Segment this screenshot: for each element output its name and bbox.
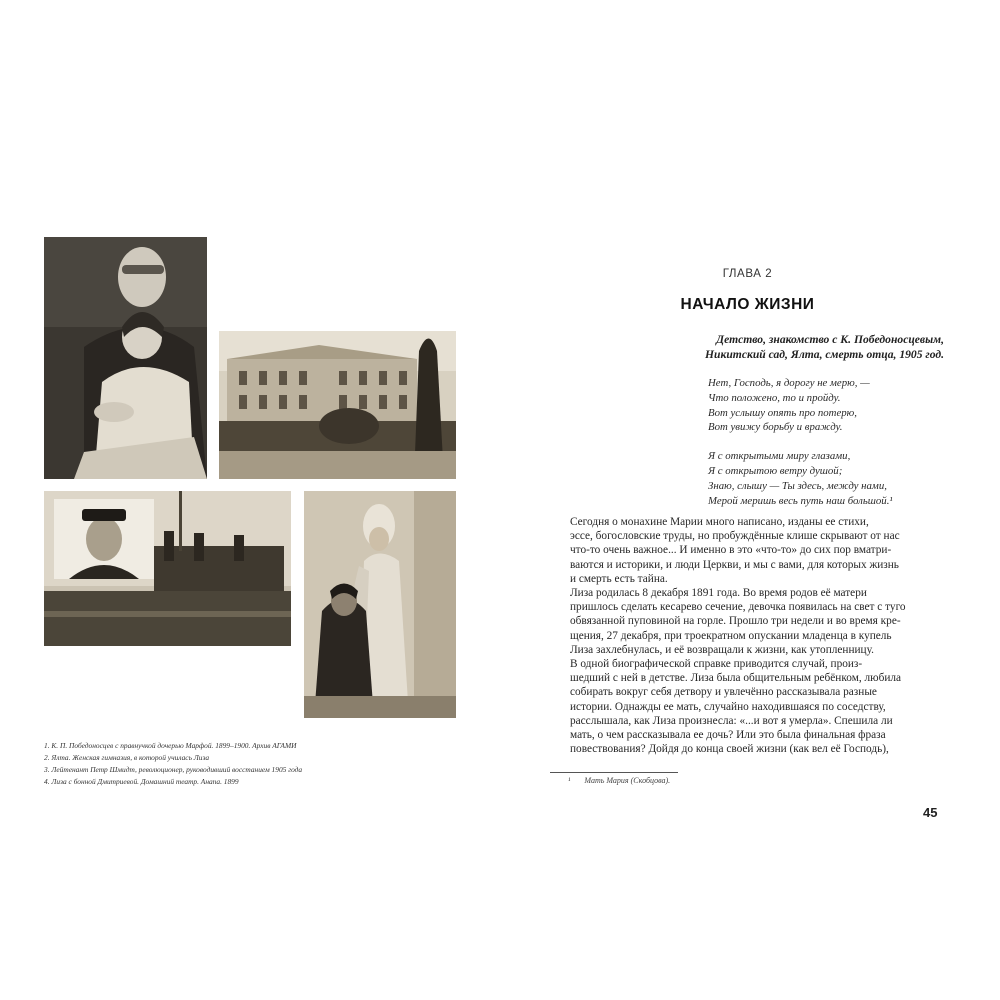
photo-lieutenant-schmidt-and-ship — [44, 491, 291, 646]
poem-line: Я с открытыми миру глазами, — [708, 450, 851, 463]
paragraph-2 — [550, 586, 944, 657]
poem-line: Мерой меришь весь путь наш большой.¹ — [708, 494, 893, 507]
text-line: собирать вокруг себя детвору и увлечённо рассказывала разные — [570, 686, 877, 699]
poem-stanza-2 — [708, 449, 948, 508]
poem-stanza-1 — [708, 376, 948, 435]
text-line: повествования? Дойдя до конца своей жизни (как вел её Господь), — [570, 743, 889, 756]
poem-line: Нет, Господь, я дорогу не мерю, — — [708, 377, 870, 389]
epigraph-poem — [708, 376, 948, 522]
text-line: Сегодня о монахине Марии много написано, изданы ее стихи, — [570, 516, 869, 528]
text-line: и смерть есть тайна. — [570, 572, 668, 585]
poem-line: Вот услышу опять про потерю, — [708, 406, 857, 419]
text-line: обвязанной пуповиной на горле. Прошло три недели и во время кре- — [570, 615, 901, 628]
photo-liza-with-nanny — [304, 491, 456, 718]
chapter-title: НАЧАЛО ЖИЗНИ — [680, 296, 815, 313]
caption-1: 1. К. П. Победоносцев с правнучкой дочерью Марфой. 1899–1900. Архив АГАМИ — [44, 741, 297, 750]
text-line: Лиза родилась 8 декабря 1891 года. Во время родов её матери — [570, 587, 867, 600]
text-line: шедший с ней в детстве. Лиза была общительным ребёнком, любила — [570, 672, 902, 685]
footnote-divider — [550, 772, 678, 773]
footnote-text: Мать Мария (Скобцова). — [584, 776, 671, 785]
poem-line: Вот увижу борьбу и вражду. — [708, 421, 843, 434]
subtitle-line: Никитский сад, Ялта, смерть отца, 1905 год. — [705, 348, 944, 361]
text-line: В одной биографической справке приводится случай, произ- — [570, 658, 863, 671]
body-text — [550, 515, 944, 756]
footnote — [568, 776, 670, 785]
text-line: щения, 27 декабря, при троекратном опускании младенца в купель — [570, 629, 892, 642]
text-line: истории. Однажды ее мать, случайно находившаяся по соседству, — [570, 700, 886, 713]
caption-3: 3. Лейтенант Петр Шмидт, революционер, руководивший восстанием 1905 года — [44, 765, 303, 774]
photo-yalta-gymnasium — [219, 331, 456, 479]
text-line: что-то очень важное... И именно в это «что-то» до сих пор вматри- — [570, 544, 892, 557]
photo-old-man-with-child — [44, 237, 207, 479]
photo-captions — [44, 740, 464, 788]
chapter-subtitle — [550, 332, 944, 362]
text-line: эссе, богословские труды, но пробуждённые клише скрывают от нас — [570, 530, 900, 543]
paragraph-1 — [550, 515, 944, 586]
subtitle-line: Детство, знакомство с К. Победоносцевым, — [716, 333, 944, 346]
text-line: Лиза захлебнулась, и её возвращали к жизни, как утопленницу. — [570, 643, 874, 656]
paragraph-3 — [550, 657, 944, 756]
text-line: пришлось сделать кесарево сечение, девочка появилась на свет с туго — [570, 601, 906, 614]
caption-2: 2. Ялта. Женская гимназия, в которой училась Лиза — [44, 753, 210, 762]
poem-line: Знаю, слышу — Ты здесь, между нами, — [708, 479, 887, 492]
text-line: расслышала, как Лиза произнесла: «...и вот я умерла». Спешила ли — [570, 714, 893, 727]
caption-4: 4. Лиза с бонной Дмитриевой. Домашний театр. Анапа. 1899 — [44, 777, 239, 786]
text-line: мать, о чем рассказывала ее дочь? Или это была финальная фраза — [570, 729, 886, 742]
poem-line: Я с открытою ветру душой; — [708, 464, 843, 477]
text-line: ваются и историки, и люди Церкви, и мы с вами, для которых жизнь — [570, 558, 899, 571]
poem-line: Что положено, то и пройду. — [708, 391, 841, 404]
page-number: 45 — [923, 805, 938, 820]
footnote-marker: ¹ — [568, 776, 571, 785]
chapter-label: ГЛАВА 2 — [722, 268, 773, 280]
